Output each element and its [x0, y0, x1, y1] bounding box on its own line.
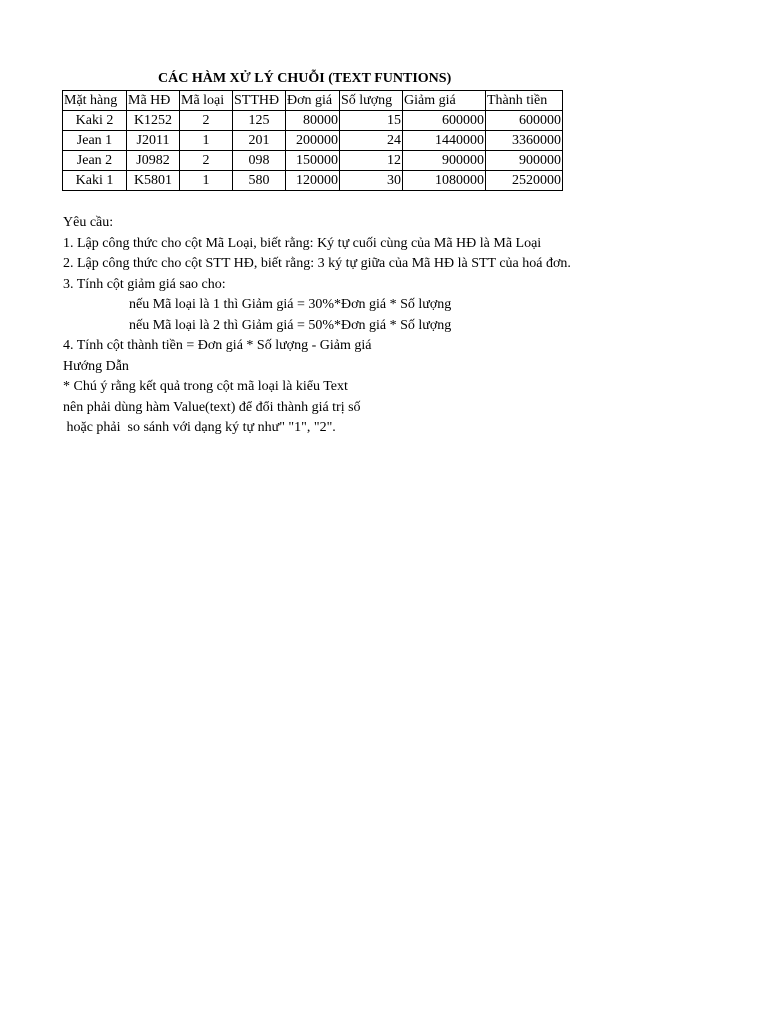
guide-label: Hướng Dẫn	[63, 358, 129, 374]
table-row	[63, 131, 563, 151]
table-header-row	[63, 91, 563, 111]
requirement-3b: nếu Mã loại là 2 thì Giảm giá = 50%*Đơn giá * Số lượng	[129, 317, 452, 333]
cell-don-gia[interactable]: 200000	[286, 131, 340, 151]
cell-so-luong[interactable]: 12	[340, 151, 403, 171]
requirements-label: Yêu cầu:	[63, 215, 114, 230]
invoice-table	[62, 90, 563, 191]
guide-line-1: * Chú ý rằng kết quả trong cột mã loại là kiểu Text	[63, 379, 348, 394]
cell-stthd[interactable]: 098	[233, 151, 286, 171]
sheet-title: CÁC HÀM XỬ LÝ CHUỖI (TEXT FUNTIONS)	[158, 71, 452, 86]
cell-ma-loai[interactable]: 1	[180, 171, 233, 191]
cell-thanh-tien[interactable]: 3360000	[486, 131, 563, 151]
table-row	[63, 171, 563, 191]
cell-thanh-tien[interactable]: 2520000	[486, 171, 563, 191]
cell-so-luong[interactable]: 15	[340, 111, 403, 131]
cell-stthd[interactable]: 580	[233, 171, 286, 191]
cell-thanh-tien[interactable]: 600000	[486, 111, 563, 131]
cell-giam-gia[interactable]: 1080000	[403, 171, 486, 191]
requirement-3a: nếu Mã loại là 1 thì Giảm giá = 30%*Đơn giá * Số lượng	[129, 297, 452, 312]
cell-ma-loai[interactable]: 2	[180, 111, 233, 131]
cell-ma-loai[interactable]: 1	[180, 131, 233, 151]
requirement-4: 4. Tính cột thành tiền = Đơn giá * Số lượng - Giảm giá	[63, 338, 372, 353]
cell-mat-hang[interactable]: Jean 1	[63, 131, 127, 151]
header-thanh-tien[interactable]: Thành tiền	[486, 91, 563, 111]
table-row	[63, 151, 563, 171]
cell-stthd[interactable]: 201	[233, 131, 286, 151]
cell-don-gia[interactable]: 150000	[286, 151, 340, 171]
cell-thanh-tien[interactable]: 900000	[486, 151, 563, 171]
cell-don-gia[interactable]: 120000	[286, 171, 340, 191]
header-stthd[interactable]: STTHĐ	[233, 91, 286, 111]
cell-ma-hd[interactable]: J2011	[127, 131, 180, 151]
cell-ma-hd[interactable]: K5801	[127, 171, 180, 191]
header-giam-gia[interactable]: Giảm giá	[403, 91, 486, 111]
header-mat-hang[interactable]: Mặt hàng	[63, 91, 127, 111]
cell-giam-gia[interactable]: 600000	[403, 111, 486, 131]
cell-ma-loai[interactable]: 2	[180, 151, 233, 171]
cell-so-luong[interactable]: 24	[340, 131, 403, 151]
guide-line-3: hoặc phải so sánh với dạng ký tự như" "1", "2".	[63, 420, 336, 435]
cell-ma-hd[interactable]: K1252	[127, 111, 180, 131]
cell-mat-hang[interactable]: Jean 2	[63, 151, 127, 171]
cell-giam-gia[interactable]: 1440000	[403, 131, 486, 151]
cell-stthd[interactable]: 125	[233, 111, 286, 131]
requirement-3: 3. Tính cột giảm giá sao cho:	[63, 276, 226, 292]
table-row	[63, 111, 563, 131]
requirement-2: 2. Lập công thức cho cột STT HĐ, biết rằng: 3 ký tự giữa của Mã HĐ là STT của hoá đơn.	[63, 256, 571, 271]
header-ma-hd[interactable]: Mã HĐ	[127, 91, 180, 111]
header-so-luong[interactable]: Số lượng	[340, 91, 403, 111]
cell-mat-hang[interactable]: Kaki 2	[63, 111, 127, 131]
requirement-1: 1. Lập công thức cho cột Mã Loại, biết rằng: Ký tự cuối cùng của Mã HĐ là Mã Loại	[63, 235, 542, 251]
guide-line-2: nên phải dùng hàm Value(text) để đổi thành giá trị số	[63, 399, 361, 415]
cell-ma-hd[interactable]: J0982	[127, 151, 180, 171]
cell-so-luong[interactable]: 30	[340, 171, 403, 191]
header-ma-loai[interactable]: Mã loại	[180, 91, 233, 111]
instructions-block	[63, 213, 571, 439]
cell-giam-gia[interactable]: 900000	[403, 151, 486, 171]
header-don-gia[interactable]: Đơn giá	[286, 91, 340, 111]
cell-don-gia[interactable]: 80000	[286, 111, 340, 131]
cell-mat-hang[interactable]: Kaki 1	[63, 171, 127, 191]
